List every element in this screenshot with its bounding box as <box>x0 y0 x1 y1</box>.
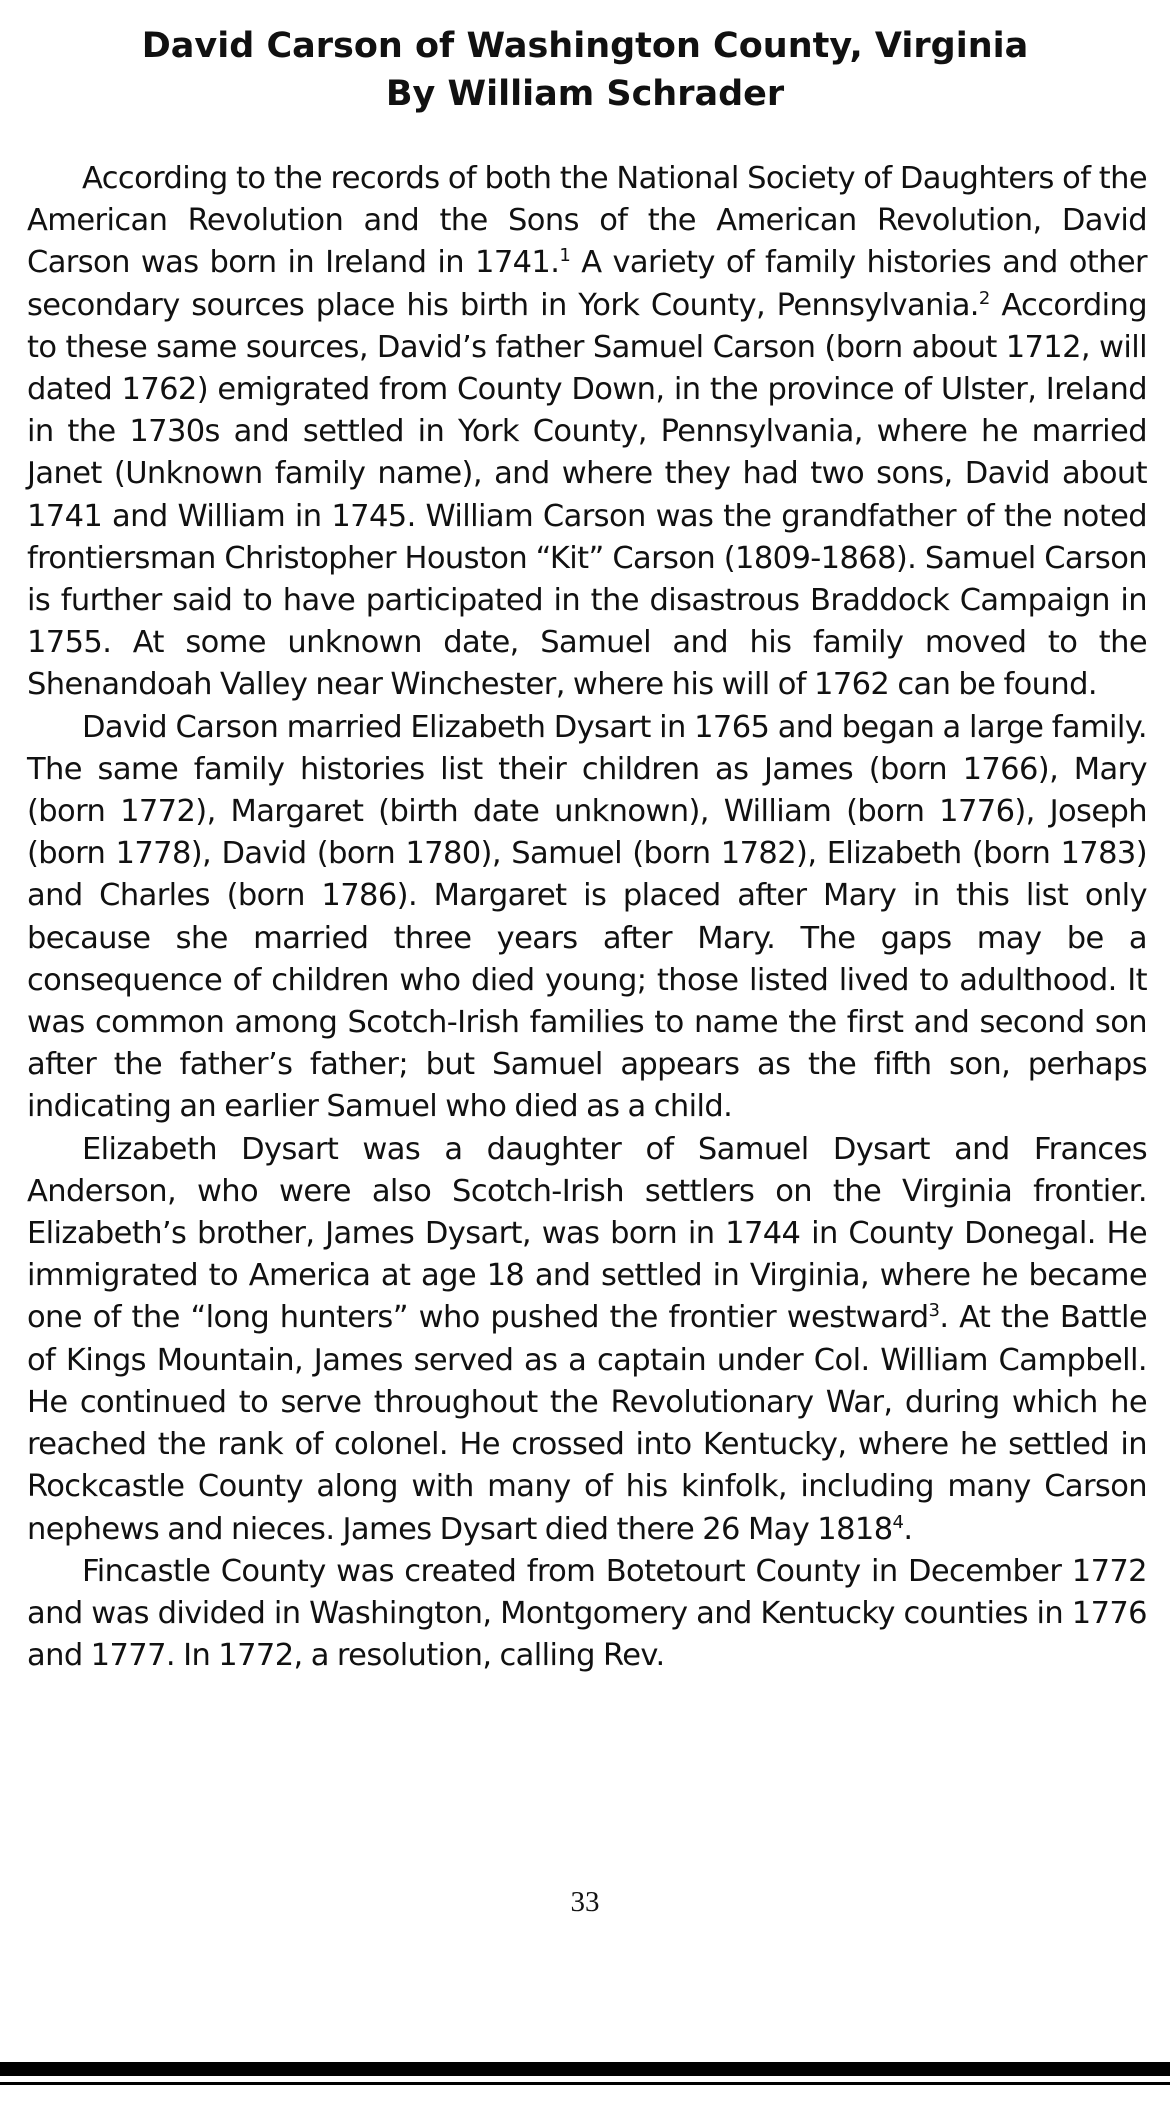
paragraph <box>27 1551 1147 1678</box>
paragraph <box>27 158 1147 707</box>
paragraph <box>27 707 1147 1129</box>
article-byline: By William Schrader <box>385 74 785 114</box>
footnote-marker: 1 <box>559 245 571 267</box>
paragraph-text: Elizabeth Dysart was a daughter of Samuel Dysart and Frances Anderson, who were also Scotch-Irish settlers on the Virginia frontier. Elizabeth’s brother, James Dysart, was born in 1744 in County Donegal. He immigrated to America at age 18 and settled in Virginia, where he became one of the “long hunters” who pushed the frontier westward <box>27 1131 1147 1336</box>
paragraph-text: According to the records of both the National Society of Daughters of the American Revolution and the Sons of the American Revolution, David Carson was born in Ireland in 1741. <box>27 161 1147 281</box>
paragraph-text: Fincastle County was created from Botetourt County in December 1772 and was divided in Washington, Montgomery and Kentucky counties in 1776 and 1777. In 1772, a resolution, calling Rev. <box>27 1553 1147 1674</box>
footer-rule-thick <box>0 2062 1170 2076</box>
paragraph <box>27 1129 1147 1551</box>
footnote-marker: 2 <box>978 287 990 309</box>
paragraph-text: David Carson married Elizabeth Dysart in 1765 and began a large family. The same family histories list their children as James (born 1766), Mary (born 1772), Margaret (birth date unknown), William (born 1776), Joseph (born 1778), David (born 1780), Samuel (born 1782), Elizabeth (born 1783) and Charles (born 1786). Margaret is placed after Mary in this list only because she married three years after Mary. The gaps may be a consequence of children who died young; those listed lived to adulthood. It was common among Scotch-Irish families to name the first and second son after the father’s father; but Samuel appears as the fifth son, perhaps indicating an earlier Samuel who died as a child. <box>27 709 1147 1125</box>
paragraph-text: A variety of family histories and other secondary sources place his birth in York County, Pennsylvania. <box>27 245 1147 323</box>
footnote-marker: 3 <box>928 1300 940 1322</box>
article-heading <box>0 22 1170 118</box>
paragraph-text: According to these same sources, David’s father Samuel Carson (born about 1712, will dated 1762) emigrated from County Down, in the province of Ulster, Ireland in the 1730s and settled in York County, Pennsylvania, where he married Janet (Unknown family name), and where they had two sons, David about 1741 and William in 1745. William Carson was the grandfather of the noted frontiersman Christopher Houston “Kit” Carson (1809-1868). Samuel Carson is further said to have participated in the disastrous Braddock Campaign in 1755. At some unknown date, Samuel and his family moved to the Shenandoah Valley near Winchester, where his will of 1762 can be found. <box>27 287 1147 703</box>
paragraph-text: . <box>903 1511 913 1547</box>
page-number: 33 <box>570 1886 600 1918</box>
article-body <box>27 158 1147 1677</box>
footnote-marker: 4 <box>892 1511 904 1533</box>
paragraph-text: . At the Battle of Kings Mountain, James served as a captain under Col. William Campbell. He continued to serve throughout the Revolutionary War, during which he reached the rank of colonel. He crossed into Kentucky, where he settled in Rockcastle County along with many of his kinfolk, including many Carson nephews and nieces. James Dysart died there 26 May 1818 <box>27 1300 1147 1547</box>
article-title: David Carson of Washington County, Virginia <box>141 26 1029 66</box>
footer-rule-thin <box>0 2082 1170 2085</box>
